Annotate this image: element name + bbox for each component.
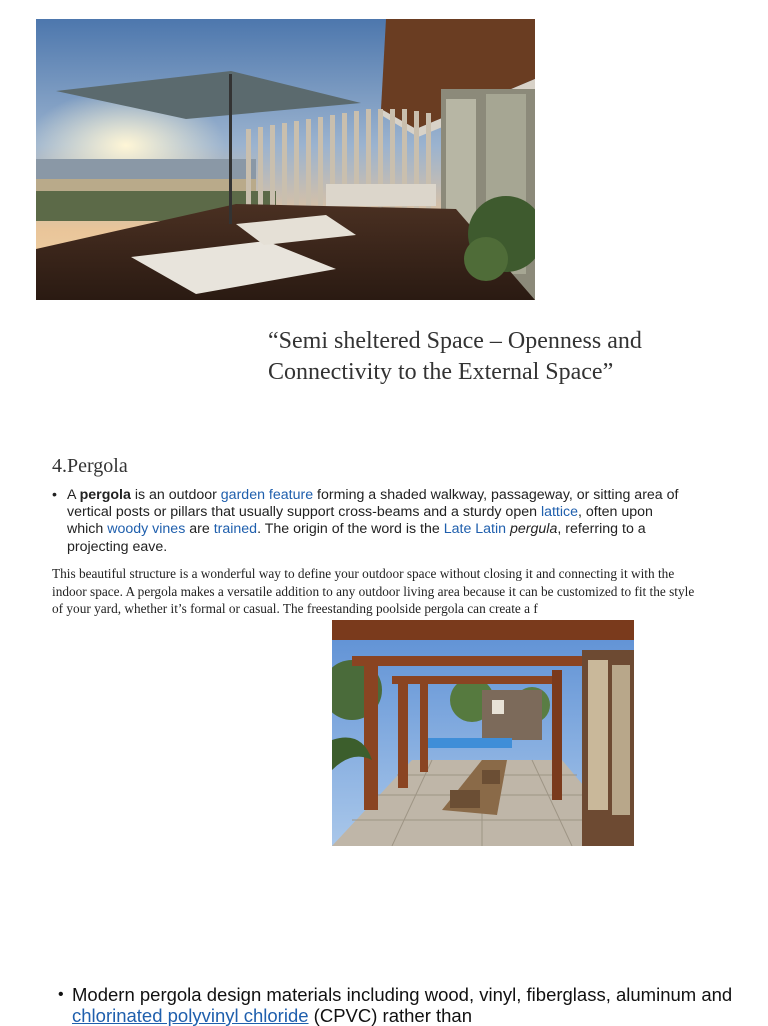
pergola-description-paragraph: This beautiful structure is a wonderful way to define your outdoor space without closing it and connecting it with the indoor space. A pergola makes a versatile addition to any outdoor living area because it can be customized to fit the style of your yard, whether it’s formal or casual. The freestanding poolside pergola can create a f [52,566,695,616]
bullet-marker: • [58,986,64,1003]
quote-line-2: Connectivity to the External Space” [268,359,614,385]
pergola-definition-bullet [52,487,692,556]
term-pergola: pergola [79,487,131,503]
bullet-marker: • [52,487,57,503]
terrace-sunset-photo [36,19,535,300]
link-lattice[interactable]: lattice [540,504,578,521]
link-woody-vines[interactable]: woody vines [107,521,186,538]
bullet-text: A pergola is an outdoor garden feature forming a shaded walkway, passageway, or sitting area of vertical posts or pillars that usually support cross-beams and a sturdy open lattice, often upon which woody vines are trained. The origin of the word is the Late Latin pergula, referring to a projecting eave. [67,487,679,555]
link-trained[interactable]: trained [213,521,258,538]
materials-bullet [58,984,738,1026]
link-cpvc[interactable]: chlorinated polyvinyl chloride [72,1005,309,1026]
link-late-latin[interactable]: Late Latin [443,521,507,538]
section-heading: 4.Pergola [52,455,128,477]
term-pergula: pergula [510,521,558,538]
pergola-patio-photo [332,620,634,846]
quote-line-1: “Semi sheltered Space – Openness and [268,328,642,354]
pull-quote [268,326,738,388]
bullet-text: Modern pergola design materials including wood, vinyl, fiberglass, aluminum and chlorinated polyvinyl chloride (CPVC) rather than [72,984,733,1026]
link-garden-feature[interactable]: garden feature [220,487,314,503]
